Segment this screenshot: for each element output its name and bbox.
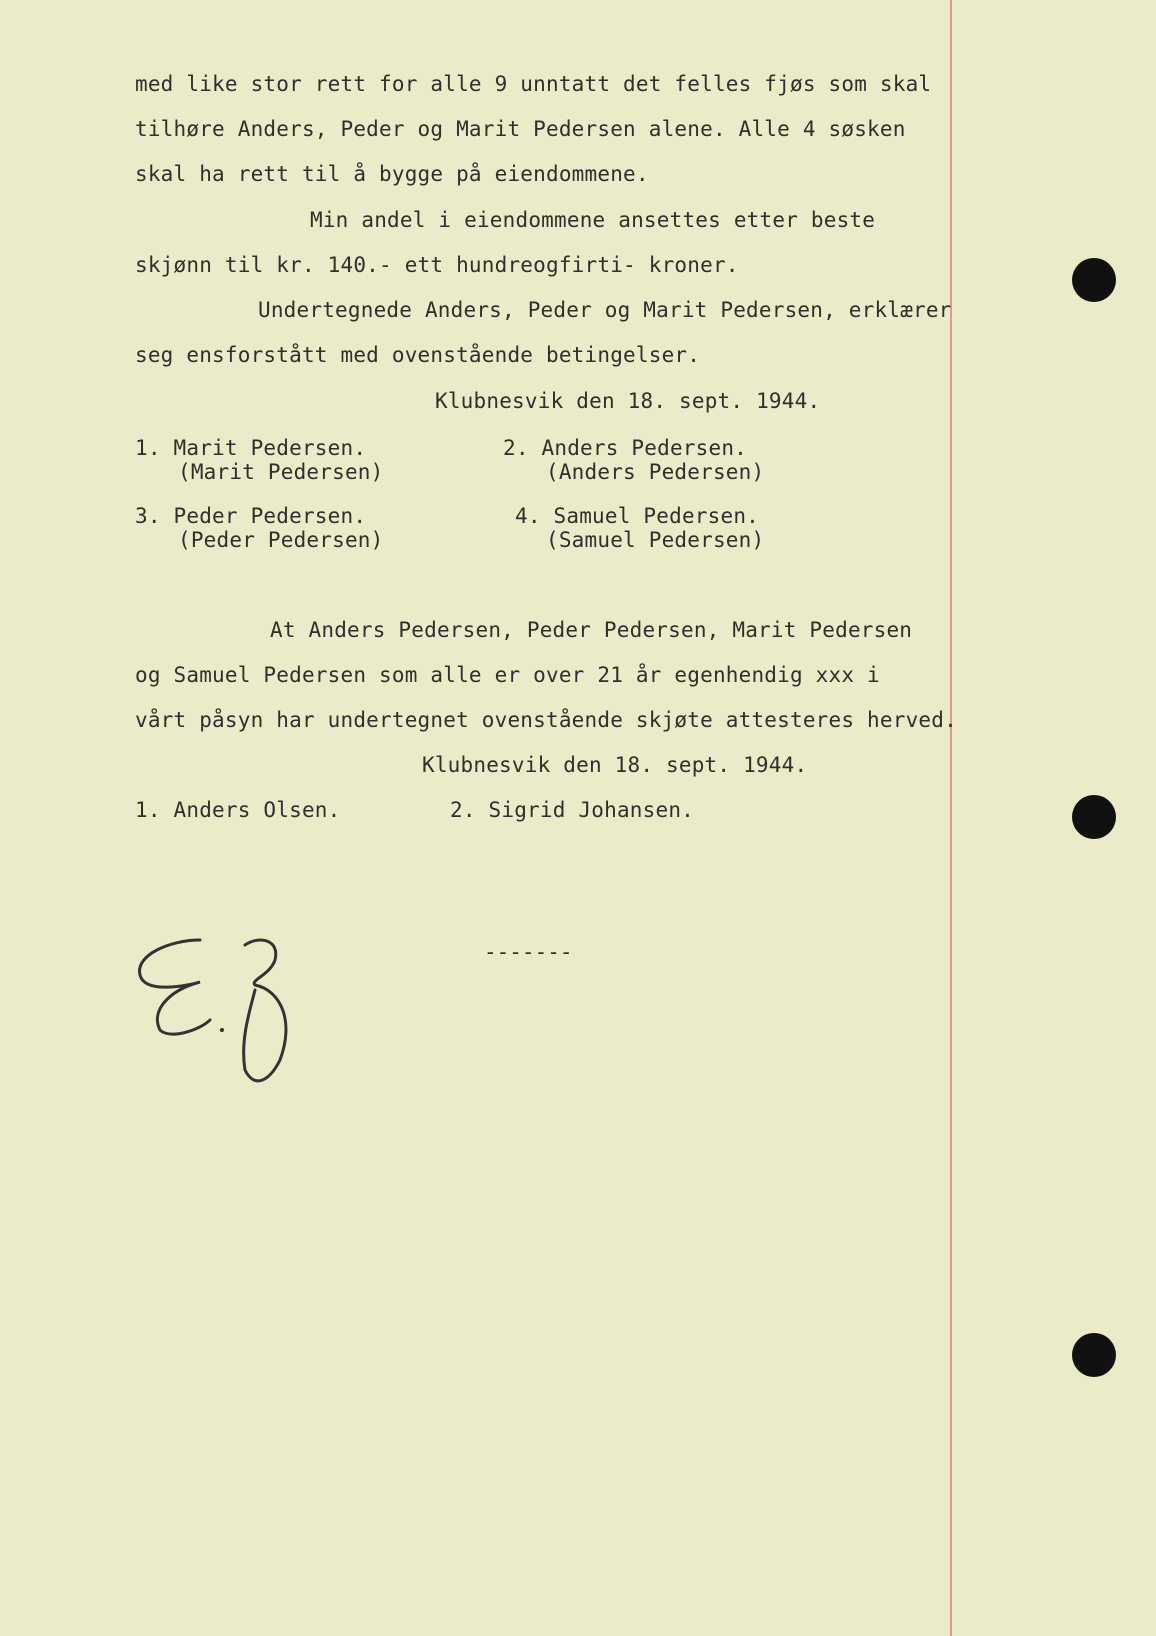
signature-2: 2. Anders Pedersen. [503, 436, 748, 460]
signature-4: 4. Samuel Pedersen. [515, 504, 760, 528]
text-line: seg ensforstått med ovenstående betingelser. [135, 343, 701, 367]
punch-hole-icon [1072, 258, 1116, 302]
handwritten-initials [130, 930, 330, 1130]
place-date: Klubnesvik den 18. sept. 1944. [435, 389, 821, 413]
signature-3: 3. Peder Pedersen. [135, 504, 367, 528]
signature-1: 1. Marit Pedersen. [135, 436, 367, 460]
witness-1: 1. Anders Olsen. [135, 798, 341, 822]
text-line: At Anders Pedersen, Peder Pedersen, Marit Pedersen [270, 618, 913, 642]
place-date: Klubnesvik den 18. sept. 1944. [422, 753, 808, 777]
signature-2-name: (Anders Pedersen) [546, 460, 765, 484]
text-line: med like stor rett for alle 9 unntatt det felles fjøs som skal [135, 72, 932, 96]
signature-3-name: (Peder Pedersen) [178, 528, 384, 552]
punch-hole-icon [1072, 1333, 1116, 1377]
text-line: Min andel i eiendommene ansettes etter beste [310, 208, 876, 232]
witness-2: 2. Sigrid Johansen. [450, 798, 695, 822]
text-line: og Samuel Pedersen som alle er over 21 år egenhendig xxx i [135, 663, 880, 687]
margin-line [950, 0, 952, 1636]
text-line: skjønn til kr. 140.- ett hundreogfirti- kroner. [135, 253, 739, 277]
text-line: tilhøre Anders, Peder og Marit Pedersen alene. Alle 4 søsken [135, 117, 906, 141]
text-line: skal ha rett til å bygge på eiendommene. [135, 162, 649, 186]
text-line: vårt påsyn har undertegnet ovenstående skjøte attesteres herved. [135, 708, 957, 732]
signature-4-name: (Samuel Pedersen) [546, 528, 765, 552]
punch-hole-icon [1072, 795, 1116, 839]
text-line: Undertegnede Anders, Peder og Marit Pedersen, erklærer [258, 298, 952, 322]
signature-1-name: (Marit Pedersen) [178, 460, 384, 484]
separator: ------- [484, 940, 573, 964]
